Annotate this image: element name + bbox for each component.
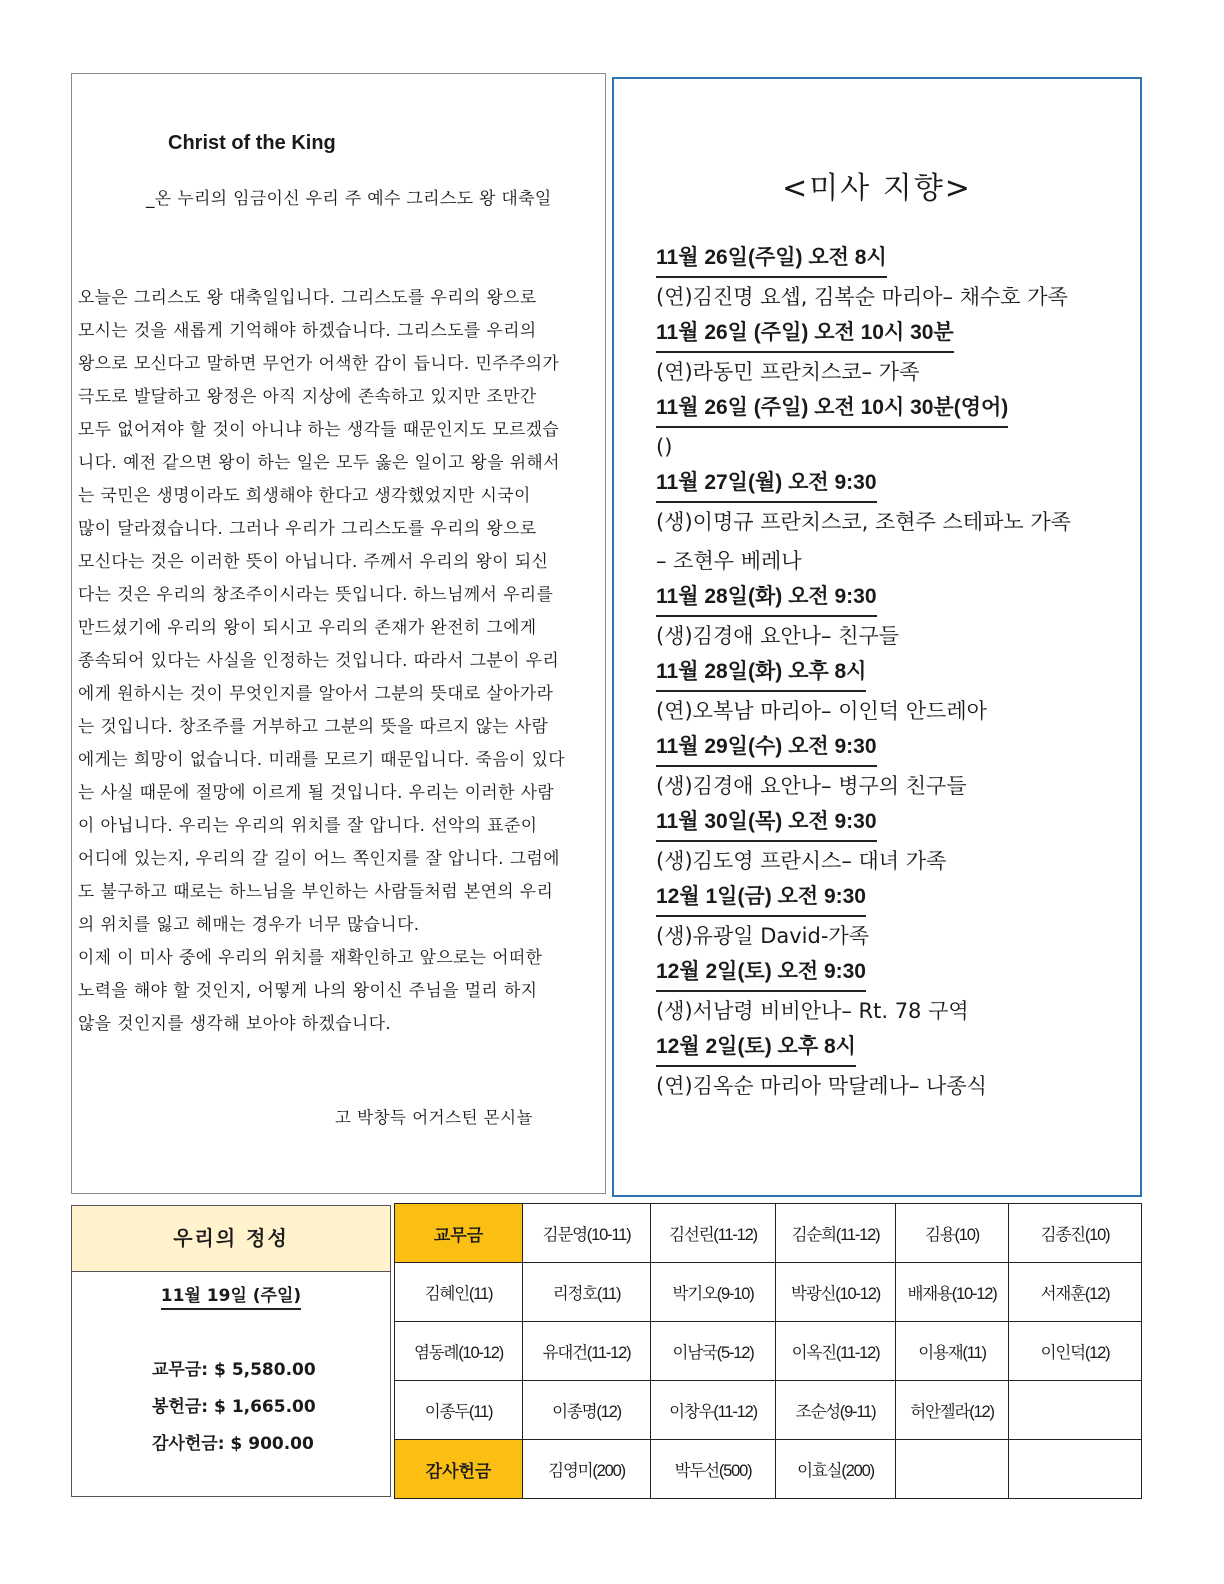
donor-row [395, 1440, 1142, 1499]
reflection-panel [71, 73, 606, 1194]
mass-entry [656, 467, 1142, 581]
donor-cell: 허안젤라(12) [896, 1381, 1009, 1440]
donor-cell: 박기오(9-10) [651, 1263, 776, 1322]
reflection-subtitle: _온 누리의 임금이신 우리 주 예수 그리스도 왕 대축일 [146, 189, 552, 209]
mass-date: 11월 27일(월) 오전 9:30 [656, 467, 877, 503]
donor-cell: 김혜인(11) [395, 1263, 523, 1322]
reflection-signature: 고 박창득 어거스틴 몬시뇰 [335, 1108, 534, 1127]
reflection-line: 는 국민은 생명이라도 희생해야 한다고 생각했었지만 시국이 [78, 485, 531, 505]
reflection-title: Christ of the King [168, 132, 336, 154]
mass-intention: (연)오복남 마리아– 이인덕 안드레아 [656, 699, 987, 723]
donor-cell: 이종명(12) [523, 1381, 651, 1440]
donor-cell: 유대건(11-12) [523, 1322, 651, 1381]
donor-category-cell: 교무금 [395, 1204, 523, 1263]
donor-cell: 이용재(11) [896, 1322, 1009, 1381]
donor-cell: 서재훈(12) [1009, 1263, 1142, 1322]
mass-entry [656, 242, 1142, 317]
donor-cell: 이옥진(11-12) [776, 1322, 896, 1381]
reflection-line: 는 것입니다. 창조주를 거부하고 그분의 뜻을 따르지 않는 사람 [78, 716, 549, 736]
reflection-line: 만드셨기에 우리의 왕이 되시고 우리의 존재가 완전히 그에게 [78, 617, 537, 637]
offering-total-row [152, 1426, 316, 1463]
mass-intention: (연)김진명 요셉, 김복순 마리아– 채수호 가족 [656, 285, 1068, 309]
reflection-line: 어디에 있는지, 우리의 갈 길이 어느 쪽인지를 잘 압니다. 그럼에 [78, 848, 560, 868]
reflection-line: 에게 원하시는 것이 무엇인지를 알아서 그분의 뜻대로 살아가라 [78, 683, 554, 703]
donor-cell: 조순성(9-11) [776, 1381, 896, 1440]
donor-table [394, 1203, 1142, 1499]
mass-entry [656, 1031, 1142, 1106]
mass-intention: (생)이명규 프란치스코, 조현주 스테파노 가족 [656, 510, 1071, 534]
reflection-line: 모시는 것을 새롭게 기억해야 하겠습니다. 그리스도를 우리의 [78, 320, 537, 340]
mass-entry [656, 806, 1142, 881]
reflection-line: 도 불구하고 때로는 하느님을 부인하는 사람들처럼 본연의 우리 [78, 881, 554, 901]
donor-cell: 리정호(11) [523, 1263, 651, 1322]
mass-intentions-list [656, 242, 1142, 1106]
reflection-line: 모두 없어져야 할 것이 아니냐 하는 생각들 때문인지도 모르겠습 [78, 419, 560, 439]
mass-intention: (생)김도영 프란시스– 대녀 가족 [656, 849, 947, 873]
reflection-line: 노력을 해야 할 것인지, 어떻게 나의 왕이신 주님을 멀리 하지 [78, 980, 538, 1000]
offering-title: 우리의 정성 [72, 1206, 390, 1272]
mass-intention: () [656, 435, 673, 459]
offering-total-amount: 1,665.00 [231, 1397, 316, 1417]
reflection-line: 이제 이 미사 중에 우리의 위치를 재확인하고 앞으로는 어떠한 [78, 947, 543, 967]
reflection-line: 모신다는 것은 이러한 뜻이 아닙니다. 주께서 우리의 왕이 되신 [78, 551, 549, 571]
donor-cell [1009, 1381, 1142, 1440]
donor-cell [1009, 1440, 1142, 1499]
donor-row [395, 1204, 1142, 1263]
offering-total-row [152, 1352, 316, 1389]
mass-intention: (생)김경애 요안나– 친구들 [656, 624, 900, 648]
reflection-line: 에게는 희망이 없습니다. 미래를 모르기 때문입니다. 죽음이 있다 [78, 749, 565, 769]
offering-panel [71, 1205, 391, 1497]
donor-cell: 이창우(11-12) [651, 1381, 776, 1440]
mass-date: 12월 1일(금) 오전 9:30 [656, 881, 866, 917]
donor-cell: 김영미(200) [523, 1440, 651, 1499]
reflection-line: 극도로 발달하고 왕정은 아직 지상에 존속하고 있지만 조만간 [78, 386, 537, 406]
offering-total-label: 감사헌금: $ [152, 1434, 243, 1454]
mass-intention: (연)김옥순 마리아 막달레나– 나종식 [656, 1074, 987, 1098]
mass-intention: – 조현우 베레나 [656, 549, 802, 573]
reflection-line: 니다. 예전 같으면 왕이 하는 일은 모두 옳은 일이고 왕을 위해서 [78, 452, 560, 472]
mass-date: 11월 30일(목) 오전 9:30 [656, 806, 877, 842]
donor-cell: 이효실(200) [776, 1440, 896, 1499]
reflection-line: 왕으로 모신다고 말하면 무언가 어색한 감이 듭니다. 민주주의가 [78, 353, 560, 373]
mass-intention: (생)유광일 David-가족 [656, 924, 869, 948]
offering-total-amount: 5,580.00 [231, 1360, 316, 1380]
donor-cell: 박두선(500) [651, 1440, 776, 1499]
mass-date: 11월 26일 (주일) 오전 10시 30분 [656, 317, 954, 353]
mass-date: 12월 2일(토) 오후 8시 [656, 1031, 856, 1067]
donor-cell: 김용(10) [896, 1204, 1009, 1263]
donor-row [395, 1322, 1142, 1381]
mass-entry [656, 731, 1142, 806]
donor-row [395, 1381, 1142, 1440]
reflection-line: 의 위치를 잃고 헤매는 경우가 너무 많습니다. [78, 914, 420, 934]
reflection-line: 않을 것인지를 생각해 보아야 하겠습니다. [78, 1013, 392, 1033]
mass-date: 12월 2일(토) 오전 9:30 [656, 956, 866, 992]
donor-cell: 김순희(11-12) [776, 1204, 896, 1263]
mass-entry [656, 581, 1142, 656]
reflection-body [78, 281, 592, 1040]
mass-entry [656, 656, 1142, 731]
reflection-line: 는 사실 때문에 절망에 이르게 될 것입니다. 우리는 이러한 사람 [78, 782, 555, 802]
donor-row [395, 1263, 1142, 1322]
donor-cell: 김종진(10) [1009, 1204, 1142, 1263]
donor-category-cell: 감사헌금 [395, 1440, 523, 1499]
offering-totals [152, 1352, 316, 1463]
donor-cell: 이남국(5-12) [651, 1322, 776, 1381]
donor-cell: 이인덕(12) [1009, 1322, 1142, 1381]
mass-intention: (생)김경애 요안나– 병구의 친구들 [656, 774, 967, 798]
donor-cell: 배재용(10-12) [896, 1263, 1009, 1322]
mass-entry [656, 317, 1142, 392]
donor-cell: 이종두(11) [395, 1381, 523, 1440]
reflection-line: 많이 달라졌습니다. 그러나 우리가 그리스도를 우리의 왕으로 [78, 518, 537, 538]
offering-total-label: 봉헌금: $ [152, 1397, 226, 1417]
donor-cell: 김선린(11-12) [651, 1204, 776, 1263]
donor-cell: 염동례(10-12) [395, 1322, 523, 1381]
mass-intentions-panel [612, 77, 1142, 1197]
mass-entry [656, 392, 1142, 467]
mass-date: 11월 26일(주일) 오전 8시 [656, 242, 887, 278]
reflection-line: 오늘은 그리스도 왕 대축일입니다. 그리스도를 우리의 왕으로 [78, 287, 537, 307]
mass-entry [656, 881, 1142, 956]
reflection-line: 다는 것은 우리의 창조주이시라는 뜻입니다. 하느님께서 우리를 [78, 584, 554, 604]
offering-total-amount: 900.00 [248, 1434, 314, 1454]
offering-date-wrap [72, 1281, 390, 1310]
mass-date: 11월 28일(화) 오전 9:30 [656, 581, 877, 617]
donor-cell: 김문영(10-11) [523, 1204, 651, 1263]
mass-entry [656, 956, 1142, 1031]
mass-date: 11월 26일 (주일) 오전 10시 30분(영어) [656, 392, 1008, 428]
offering-total-label: 교무금: $ [152, 1360, 226, 1380]
reflection-line: 이 아닙니다. 우리는 우리의 위치를 잘 압니다. 선악의 표준이 [78, 815, 538, 835]
mass-date: 11월 28일(화) 오후 8시 [656, 656, 866, 692]
donor-cell [896, 1440, 1009, 1499]
offering-total-row [152, 1389, 316, 1426]
reflection-line: 종속되어 있다는 사실을 인정하는 것입니다. 따라서 그분이 우리 [78, 650, 560, 670]
mass-date: 11월 29일(수) 오전 9:30 [656, 731, 877, 767]
mass-intentions-title: <미사 지향> [782, 171, 972, 206]
offering-date: 11월 19일 (주일) [161, 1281, 301, 1310]
mass-intention: (생)서남령 비비안나– Rt. 78 구역 [656, 999, 969, 1023]
mass-intention: (연)라동민 프란치스코– 가족 [656, 360, 920, 384]
donor-cell: 박광신(10-12) [776, 1263, 896, 1322]
